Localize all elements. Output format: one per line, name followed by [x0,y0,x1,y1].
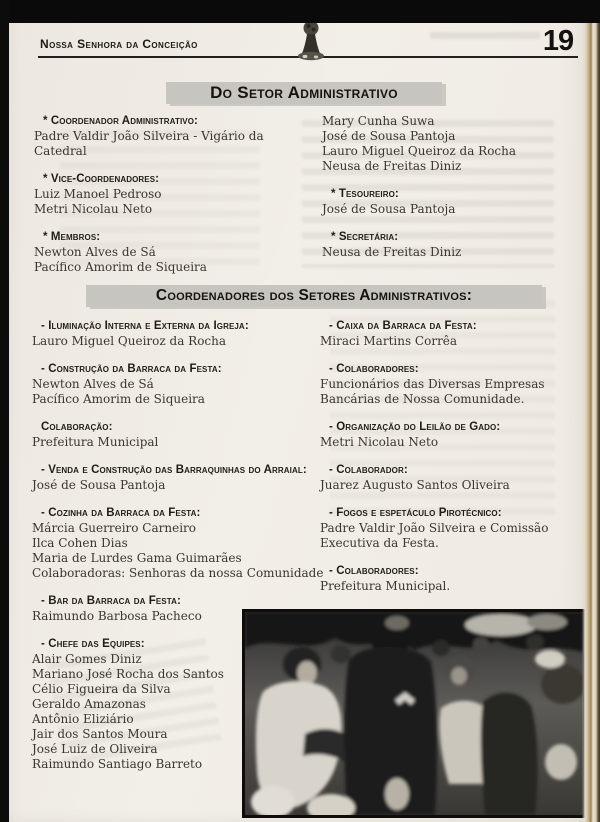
person-name: Metri Nicolau Neto [34,202,153,216]
person-name: Pacífico Amorim de Siqueira [32,392,205,406]
role-label: - Venda e Construção das Barraquinhas do Arraial: [41,464,307,476]
role-names [32,334,328,349]
role-names [322,245,584,260]
role-names [34,129,319,159]
person-name: Geraldo Amazonas [32,697,146,711]
person-name: Prefeitura Municipal. [320,579,451,593]
person-name: Luiz Manoel Pedroso [34,187,162,201]
role-group [320,564,592,594]
role-names [322,114,584,174]
role-group [32,319,328,349]
role-group [322,230,584,260]
role-group [320,463,592,493]
person-name: Funcionários das Diversas Empresas Bancárias de Nossa Comunidade. [320,377,545,406]
our-lady-statue-icon [292,19,330,61]
section-heading-administrativo [166,82,442,104]
role-label: - Caixa da Barraca da Festa: [329,320,477,332]
person-name: Neusa de Freitas Diniz [322,245,462,259]
role-label: - Fogos e espetáculo Pirotécnico: [329,507,502,519]
section-heading-text: Do Setor Administrativo [210,83,398,102]
crowd-photo-graphic [245,612,583,815]
role-names [32,478,328,493]
person-name: Prefeitura Municipal [32,435,159,449]
role-label: Colaboração: [41,421,113,433]
person-name: Célio Figueira da Silva [32,682,171,696]
person-name: Neusa de Freitas Diniz [322,159,462,173]
role-names [32,521,328,581]
person-name: José Luiz de Oliveira [32,742,158,756]
role-group [320,319,592,349]
role-names [320,478,592,493]
role-group [34,114,319,159]
role-group [34,172,319,217]
role-label: * Vice-Coordenadores: [43,173,160,185]
role-label: - Colaboradores: [329,565,419,577]
person-name: Padre Valdir João Silveira - Vigário da Catedral [34,129,264,158]
role-label: - Colaborador: [329,464,408,476]
role-label: - Iluminação Interna e Externa da Igreja: [41,320,249,332]
role-group [320,506,592,551]
role-names [32,377,328,407]
role-names [32,435,328,450]
person-name: Márcia Guerreiro Carneiro [32,521,197,535]
person-name: Mary Cunha Suwa [322,114,435,128]
person-name: Juarez Augusto Santos Oliveira [320,478,510,492]
role-label: - Organização do Leilão de Gado: [329,421,501,433]
role-names [320,435,592,450]
role-names [320,521,592,551]
person-name: Newton Alves de Sá [32,377,154,391]
section-heading-coordenadores [86,285,542,307]
role-group [320,362,592,407]
role-label: - Bar da Barraca da Festa: [41,595,181,607]
role-names [320,579,592,594]
role-names [320,377,592,407]
person-name: José de Sousa Pantoja [322,202,456,216]
book-page-edge [582,20,600,822]
person-name: Lauro Miguel Queiroz da Rocha [32,334,227,348]
festival-crowd-photo [242,609,586,818]
role-group [32,506,328,581]
administrativo-right-column [322,114,584,273]
person-name: Newton Alves de Sá [34,245,156,259]
person-name: José de Sousa Pantoja [322,129,456,143]
page-number: 19 [542,25,574,57]
role-label: * Tesoureiro: [331,188,399,200]
person-name: Alair Gomes Diniz [32,652,142,666]
role-label: - Chefe das Equipes: [41,638,145,650]
role-label: - Cozinha da Barraca da Festa: [41,507,201,519]
person-name: Miraci Martins Corrêa [320,334,458,348]
role-group [32,420,328,450]
person-name: Lauro Miguel Queiroz da Rocha [322,144,517,158]
bleed-through-ghost [430,32,540,48]
scan-border-left [0,0,9,822]
role-group [32,362,328,407]
person-name: Ilca Cohen Dias [32,536,128,550]
person-name: Raimundo Barbosa Pacheco [32,609,202,623]
role-label: - Construção da Barraca da Festa: [41,363,222,375]
role-group [320,420,592,450]
role-label: - Colaboradores: [329,363,419,375]
page-header-title: Nossa Senhora da Conceição [40,37,198,51]
role-group [34,230,319,275]
person-name: José de Sousa Pantoja [32,478,166,492]
person-name: Raimundo Santiago Barreto [32,757,203,771]
role-group [32,463,328,493]
role-names [320,334,592,349]
role-label: * Membros: [43,231,101,243]
coordenadores-right-column [320,319,592,607]
section-heading-text: Coordenadores dos Setores Administrativos: [155,287,473,304]
role-label: * Secretária: [331,231,399,243]
person-name: Pacífico Amorim de Siqueira [34,260,207,274]
role-label: * Coordenador Administrativo: [43,115,198,127]
person-name: Colaboradoras: Senhoras da nossa Comunidade [32,566,324,580]
person-name: Jair dos Santos Moura [32,727,168,741]
members-continuation [322,114,584,174]
role-names [34,245,319,275]
person-name: Antônio Eliziário [32,712,134,726]
person-name: Padre Valdir João Silveira e Comissão Executiva da Festa. [320,521,549,550]
role-names [322,202,584,217]
role-names [34,187,319,217]
role-group [322,187,584,217]
person-name: Maria de Lurdes Gama Guimarães [32,551,242,565]
administrativo-left-column [34,114,319,288]
scan-border-top [0,0,600,23]
person-name: Metri Nicolau Neto [320,435,439,449]
person-name: Mariano José Rocha dos Santos [32,667,224,681]
